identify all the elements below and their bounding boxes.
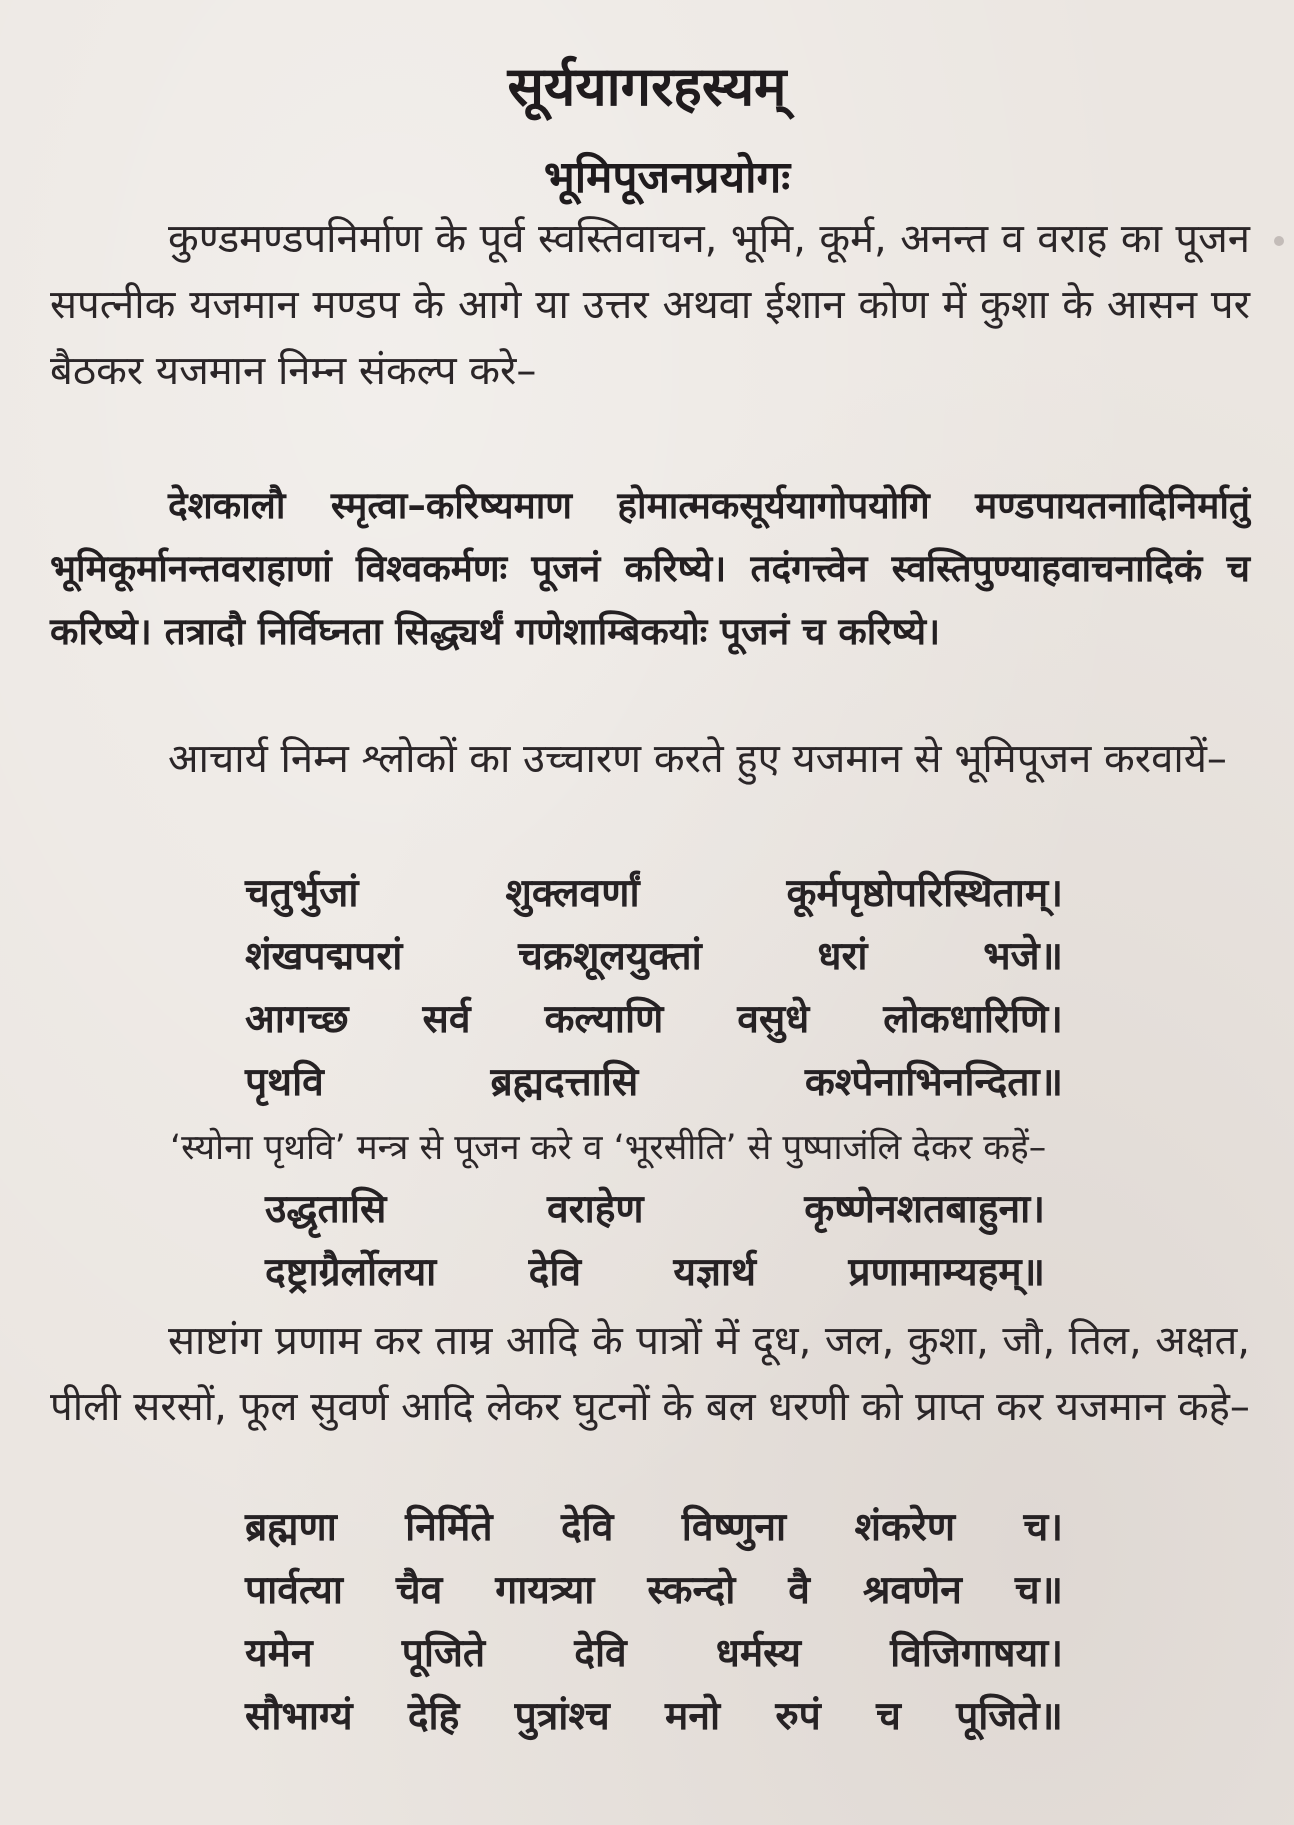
verse-word: चतुर्भुजां (245, 871, 359, 916)
verse-word: धर्मस्य (715, 1631, 801, 1676)
verse-word: देहि (407, 1694, 460, 1739)
verse-word: विजिगाषया। (890, 1631, 1063, 1676)
verse-word: वै (788, 1568, 810, 1613)
verse-word: कूर्मपृष्ठोपरिस्थिताम्। (786, 871, 1063, 916)
verse-word: दष्ट्राग्रैर्लोलया (265, 1250, 437, 1295)
verse-word: कश्पेनाभिनन्दिता॥ (804, 1060, 1063, 1105)
verse-word: शुक्लवर्णां (505, 871, 640, 916)
verse-word: देवि (560, 1505, 614, 1550)
verse-word: उद्धृतासि (265, 1187, 387, 1232)
verse-word: निर्मिते (405, 1505, 493, 1550)
verse-line (245, 988, 1063, 1051)
verse-word: यमेन (245, 1631, 313, 1676)
section-heading: भूमिपूजनप्रयोगः (543, 152, 791, 203)
verse-line (245, 1051, 1063, 1114)
verse-word: कृष्णेनशतबाहुना। (804, 1187, 1045, 1232)
verse-line (245, 1496, 1063, 1559)
verse-line (265, 1241, 1045, 1304)
verse-word: ब्रह्मणा (245, 1505, 337, 1550)
verse-word: स्कन्दो (647, 1568, 736, 1613)
verse-word: धरां (817, 934, 868, 979)
verse-word: च॥ (1014, 1568, 1063, 1613)
bhumi-verse (245, 862, 1063, 1114)
instruction-note: ‘स्योना पृथवि’ मन्त्र से पूजन करे व ‘भूरसीति’ से पुष्पाजंलि देकर कहें– (170, 1128, 1047, 1168)
intro-paragraph: कुण्डमण्डपनिर्माण के पूर्व स्वस्तिवाचन, भूमि, कूर्म, अनन्त व वराह का पूजन सपत्नीक यजमान मण्डप के आगे या उत्तर अथवा ईशान कोण में कुशा के आसन पर बैठकर यजमान निम्न संकल्प करे– (50, 216, 1250, 394)
verse-word: च (876, 1694, 901, 1739)
verse-word: कल्याणि (544, 997, 664, 1042)
verse-line (245, 1685, 1063, 1748)
paper-speck (1274, 236, 1284, 246)
verse-word: गायत्र्या (495, 1568, 595, 1613)
verse-word: ब्रह्मदत्तासि (490, 1060, 639, 1105)
verse-word: देवि (574, 1631, 627, 1676)
verse-word: देवि (528, 1250, 582, 1295)
verse-word: सौभाग्यं (245, 1694, 353, 1739)
acharya-paragraph: आचार्य निम्न श्लोकों का उच्चारण करते हुए यजमान से भूमिपूजन करवायें– (168, 736, 1227, 782)
verse-line (245, 925, 1063, 988)
verse-word: चक्रशूलयुक्तां (518, 934, 702, 979)
page-title: सूर्ययागरहस्यम् (507, 55, 787, 118)
verse-word: शंकरेण (854, 1505, 956, 1550)
verse-word: शंखपद्मपरां (245, 934, 403, 979)
verse-word: वराहेण (546, 1187, 644, 1232)
verse-word: पुत्रांश्च (514, 1694, 610, 1739)
pranam-paragraph: साष्टांग प्रणाम कर ताम्र आदि के पात्रों में दूध, जल, कुशा, जौ, तिल, अक्षत, पीली सरसों, फूल सुवर्ण आदि लेकर घुटनों के बल धरणी को प्राप्त कर यजमान कहे– (50, 1318, 1250, 1430)
verse-word: पृथवि (245, 1060, 324, 1105)
sankalpa-paragraph: देशकालौ स्मृत्वा–करिष्यमाण होमात्मकसूर्ययागोपयोगि मण्डपायतनादिनिर्मातुं भूमिकूर्मानन्तवराहाणां विश्वकर्मणः पूजनं करिष्ये। तदंगत्त्वेन स्वस्तिपुण्याहवाचनादिकं च करिष्ये। तत्रादौ निर्विघ्नता सिद्ध्यर्थं गणेशाम्बिकयोः पूजनं च करिष्ये। (50, 484, 1250, 653)
dharani-verse (245, 1496, 1063, 1748)
verse-word: च। (1023, 1505, 1063, 1550)
verse-word: यज्ञार्थ (673, 1250, 757, 1295)
verse-line (245, 1559, 1063, 1622)
verse-word: आगच्छ (245, 997, 349, 1042)
verse-word: चैव (395, 1568, 443, 1613)
verse-word: रुपं (775, 1694, 821, 1739)
varaha-verse (265, 1178, 1045, 1304)
verse-word: सर्व (422, 997, 471, 1042)
verse-word: प्रणामाम्यहम्॥ (848, 1250, 1045, 1295)
verse-word: वसुधे (737, 997, 810, 1042)
verse-word: पूजिते (401, 1631, 486, 1676)
verse-line (245, 1622, 1063, 1685)
verse-word: पार्वत्या (245, 1568, 343, 1613)
verse-word: विष्णुना (681, 1505, 787, 1550)
verse-word: लोकधारिणि। (883, 997, 1063, 1042)
verse-word: पूजिते॥ (956, 1694, 1063, 1739)
verse-word: श्रवणेन (862, 1568, 962, 1613)
verse-word: मनो (665, 1694, 721, 1739)
verse-line (245, 862, 1063, 925)
verse-word: भजे॥ (983, 934, 1063, 979)
verse-line (265, 1178, 1045, 1241)
